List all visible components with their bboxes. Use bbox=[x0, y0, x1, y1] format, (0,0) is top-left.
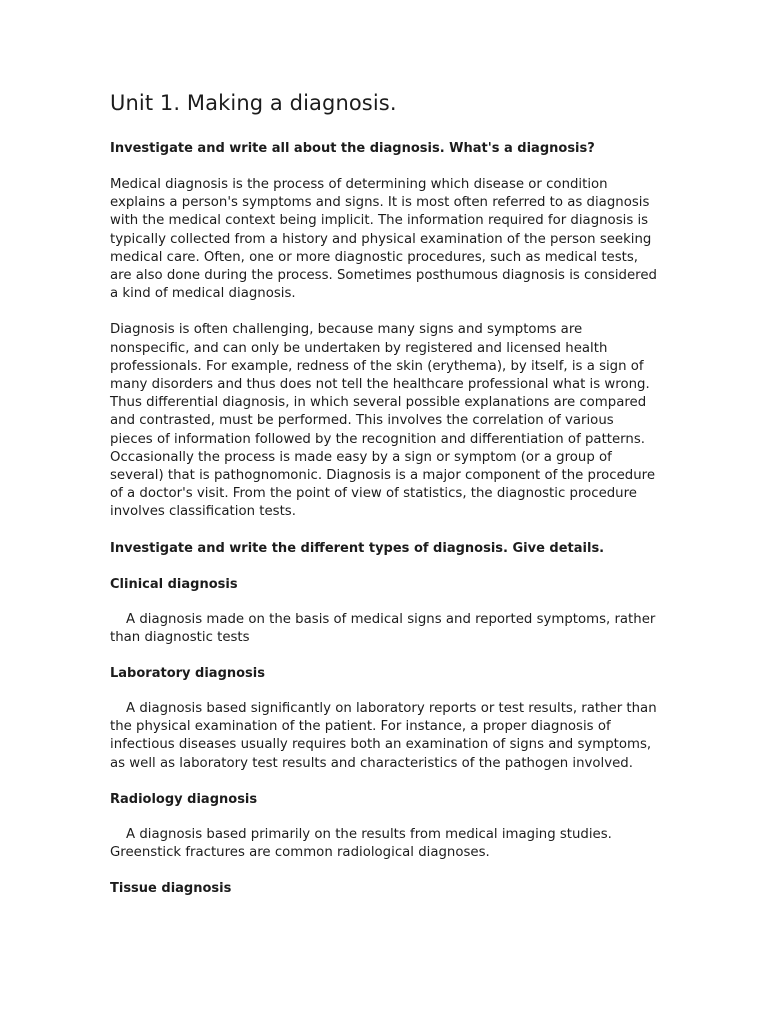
question-heading-1: Investigate and write all about the diagnosis. What's a diagnosis? bbox=[110, 141, 595, 156]
type-heading-clinical: Clinical diagnosis bbox=[110, 576, 238, 592]
type-heading-laboratory: Laboratory diagnosis bbox=[110, 666, 265, 682]
page-title: Unit 1. Making a diagnosis. bbox=[110, 91, 397, 115]
question-heading-2: Investigate and write the different types of diagnosis. Give details. bbox=[110, 540, 605, 556]
type-text-laboratory: A diagnosis based significantly on laboratory reports or test results, rather than the physical examination of the patient. For instance, a proper diagnosis of infectious diseases usually requires both an examination of signs and symptoms, as well as laboratory test results and characteristics of the pathogen involved. bbox=[110, 701, 657, 771]
type-text-clinical: A diagnosis made on the basis of medical signs and reported symptoms, rather than diagnostic tests bbox=[110, 611, 656, 645]
paragraph-definition: Medical diagnosis is the process of determining which disease or condition explains a person's symptoms and signs. It is most often referred to as diagnosis with the medical context being implicit. The information required for diagnosis is typically collected from a history and physical examination of the person seeking medical care. Often, one or more diagnostic procedures, such as medical tests, are also done during the process. Sometimes posthumous diagnosis is considered a kind of medical diagnosis. bbox=[110, 177, 657, 302]
type-heading-radiology: Radiology diagnosis bbox=[110, 791, 258, 807]
type-heading-tissue: Tissue diagnosis bbox=[110, 881, 232, 897]
paragraph-challenges: Diagnosis is often challenging, because many signs and symptoms are nonspecific, and can only be undertaken by registered and licensed health professionals. For example, redness of the skin (erythema), by itself, is a sign of many disorders and thus does not tell the healthcare professional what is wrong. Thus differential diagnosis, in which several possible explanations are compared and contrasted, must be performed. This involves the correlation of various pieces of information followed by the recognition and differentiation of patterns. Occasionally the process is made easy by a sign or symptom (or a group of several) that is pathognomonic. Diagnosis is a major component of the procedure of a doctor's visit. From the point of view of statistics, the diagnostic procedure involves classification tests. bbox=[110, 322, 656, 520]
type-text-radiology: A diagnosis based primarily on the results from medical imaging studies. Greenstick fractures are common radiological diagnoses. bbox=[110, 826, 612, 861]
